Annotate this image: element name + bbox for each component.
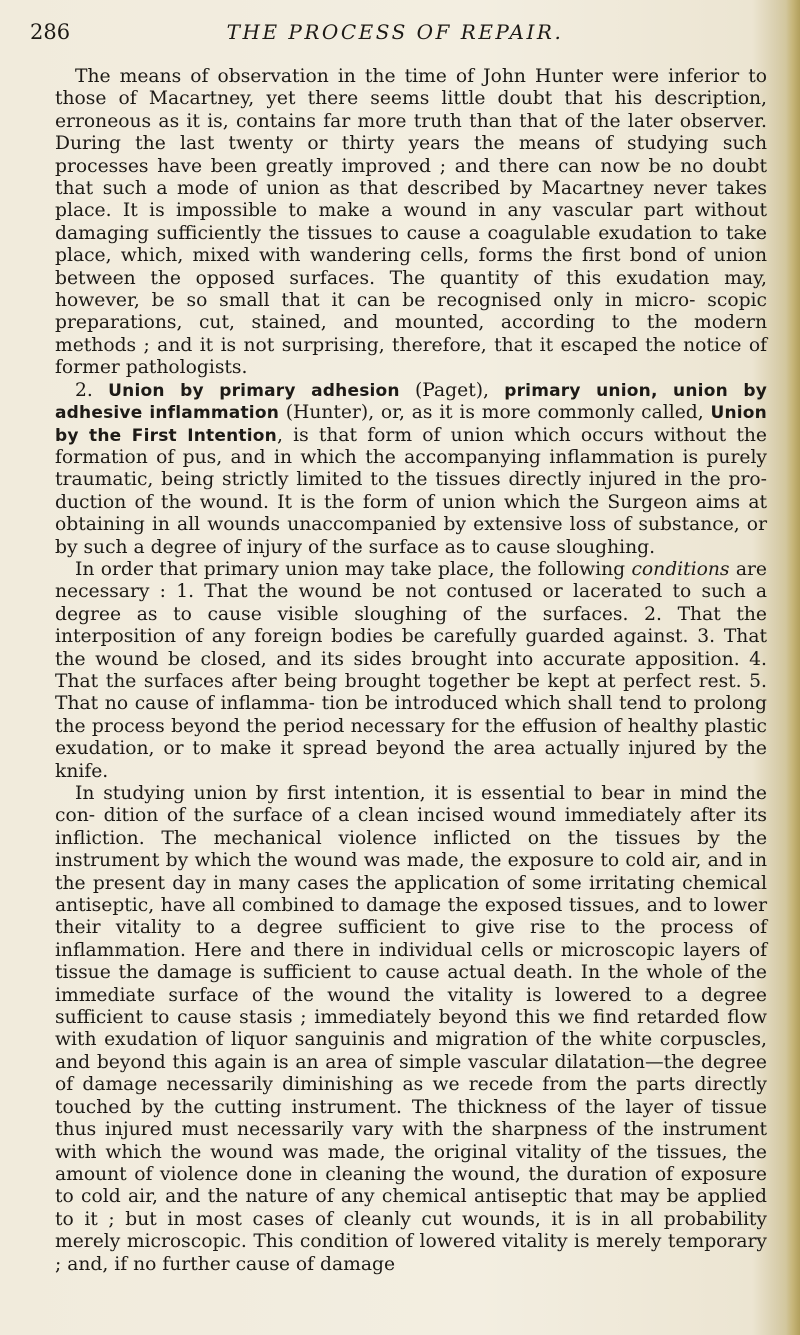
term-first-intention: Union by the First Intention — [55, 403, 767, 446]
paragraph-3-text-a: In order that primary union may take place, the following — [75, 558, 632, 580]
term-primary-union: primary union, union by adhesive inflammation — [55, 380, 767, 424]
paragraph-4: In studying union by first intention, it is essential to bear in mind the con- dition of the surface of a clean incised wound immediately after its infliction. The mechanical violence inflicted on the tissues by the instrument by which the wound was made, the exposure to cold air, and in the present day in many cases the application of some irritating chemical antiseptic, have all combined to damage the exposed tissues, and to lower their vitality to a degree sufficient to give rise to the process of inflammation. Here and there in individual cells or microscopic layers of tissue the damage is sufficient to cause actual death. In the whole of the immediate surface of the wound the vitality is lowered to a degree sufficient to cause stasis ; immediately beyond this we find retarded flow with exudation of liquor sanguinis and migration of the white corpuscles, and beyond this again is an area of simple vascular dilatation—the degree of damage necessarily diminishing as we recede from the parts directly touched by the cutting instrument. The thickness of the layer of tissue thus injured must necessarily vary with the sharpness of the instrument with which the wound was made, the original vitality of the tissues, the amount of violence done in cleaning the wound, the duration of exposure to cold air, and the nature of any chemical antiseptic that may be applied to it ; but in most cases of cleanly cut wounds, it is in all probability merely microscopic. This condition of lowered vitality is merely temporary ; and, if no further cause of damage — [55, 783, 767, 1275]
paragraph-1: The means of observation in the time of John Hunter were inferior to those of Macartney, yet there seems little doubt that his description, erroneous as it is, contains far more truth than that of the later observer. During the last twenty or thirty years the means of studying such processes have been greatly improved ; and there can now be no doubt that such a mode of union as that described by Macartney never takes place. It is impossible to make a wound in any vascular part without damaging sufficiently the tissues to cause a coagulable exudation to take place, which, mixed with wandering cells, forms the first bond of union between the opposed surfaces. The quantity of this exudation may, however, be so small that it can be recognised only in micro- scopic preparations, cut, stained, and mounted, according to the modern methods ; and it is not surprising, therefore, that it escaped the notice of former pathologists. — [55, 66, 767, 379]
paragraph-2-text-b: (Hunter), or, as it is more commonly called, — [279, 402, 711, 424]
paragraph-2-text-a: (Paget), — [399, 379, 505, 401]
page-number: 286 — [30, 20, 71, 44]
page-edge — [786, 0, 800, 1335]
term-primary-adhesion: Union by primary adhesion — [108, 380, 400, 401]
running-title: THE PROCESS OF REPAIR. — [226, 20, 564, 44]
body-text — [55, 66, 767, 1276]
paragraph-2-text-c: , is that form of union which occurs without the formation of pus, and in which the accompanying inflammation is purely traumatic, being strictly limited to the tissues directly injured in the pro- duction of the wound. It is the form of union which the Surgeon aims at obtaining in all wounds unaccompanied by extensive loss of substance, or by such a degree of injury of the surface as to cause sloughing. — [55, 424, 767, 558]
paragraph-3-text-b: are necessary : 1. That the wound be not contused or lacerated to such a degree as to cause visible sloughing of the surfaces. 2. That the interposition of any foreign bodies be carefully guarded against. 3. That the wound be closed, and its sides brought into accurate apposition. 4. That the surfaces after being brought together be kept at perfect rest. 5. That no cause of inflamma- tion be introduced which shall tend to prolong the process beyond the period necessary for the effusion of healthy plastic exudation, or to make it spread beyond the area actually injured by the knife. — [55, 558, 767, 782]
term-conditions: conditions — [631, 558, 730, 580]
section-number: 2. — [75, 379, 93, 401]
paragraph-2 — [55, 380, 767, 559]
page-header — [30, 14, 760, 54]
paragraph-3 — [55, 559, 767, 783]
